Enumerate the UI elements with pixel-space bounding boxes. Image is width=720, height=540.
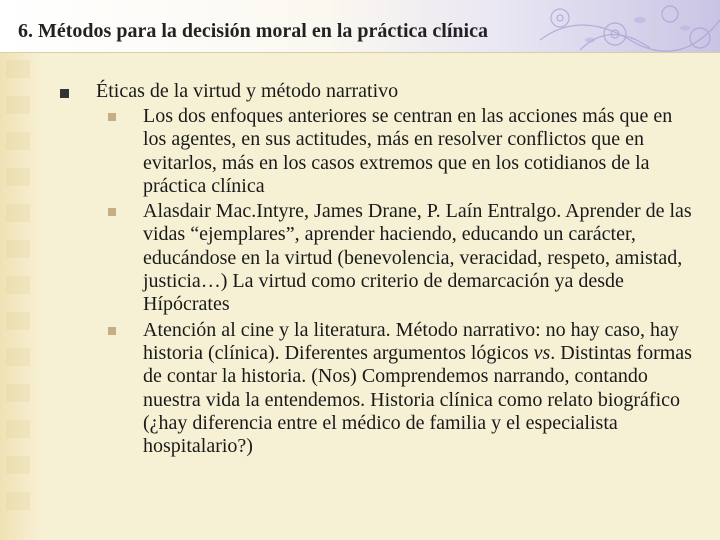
sub-bullet-item xyxy=(96,105,700,198)
sub-bullet-text: Los dos enfoques anteriores se centran en las acciones más que en los agentes, en sus actitudes, más en resolver conflictos que en evitarlos, más en los casos extremos que en los cotidianos de la práctica clínica xyxy=(143,105,673,197)
title-bar xyxy=(0,0,720,53)
sub-bullet-item xyxy=(96,319,700,459)
square-bullet-icon xyxy=(60,89,69,98)
main-bullet-item xyxy=(60,80,700,458)
slide-content xyxy=(60,80,700,460)
square-bullet-icon xyxy=(108,113,116,121)
sub-bullet-text-part: Atención al cine y la literatura. Método narrativo: no hay caso, hay historia (clínica). Diferentes argumentos lógicos xyxy=(143,318,679,364)
sub-bullet-text: Alasdair Mac.Intyre, James Drane, P. Laín Entralgo. Aprender de las vidas “ejemplares”, aprender haciendo, educando un carácter, educándose en la virtud (benevolencia, veracidad, respeto, amistad, justicia…) La virtud como criterio de demarcación ya desde Hípócrates xyxy=(143,200,692,316)
main-bullet-text: Éticas de la virtud y método narrativo xyxy=(96,80,399,102)
decorative-flowers xyxy=(520,0,720,52)
sub-bullet-text-part: . Distintas formas de contar la historia. (Nos) Comprendemos narrando, contando nuestra vida la entendemos. Historia clínica como relato biográfico (¿hay diferencia entre el médico de familia y el especialista hospitalario?) xyxy=(143,341,692,458)
square-bullet-icon xyxy=(108,327,116,335)
left-decorative-stripe xyxy=(0,0,42,540)
sub-bullet-italic-vs: vs xyxy=(533,341,551,364)
sub-bullet-item xyxy=(96,200,700,316)
sub-bullet-list xyxy=(96,105,700,458)
slide-title: 6. Métodos para la decisión moral en la práctica clínica xyxy=(18,20,488,42)
square-bullet-icon xyxy=(108,208,116,216)
